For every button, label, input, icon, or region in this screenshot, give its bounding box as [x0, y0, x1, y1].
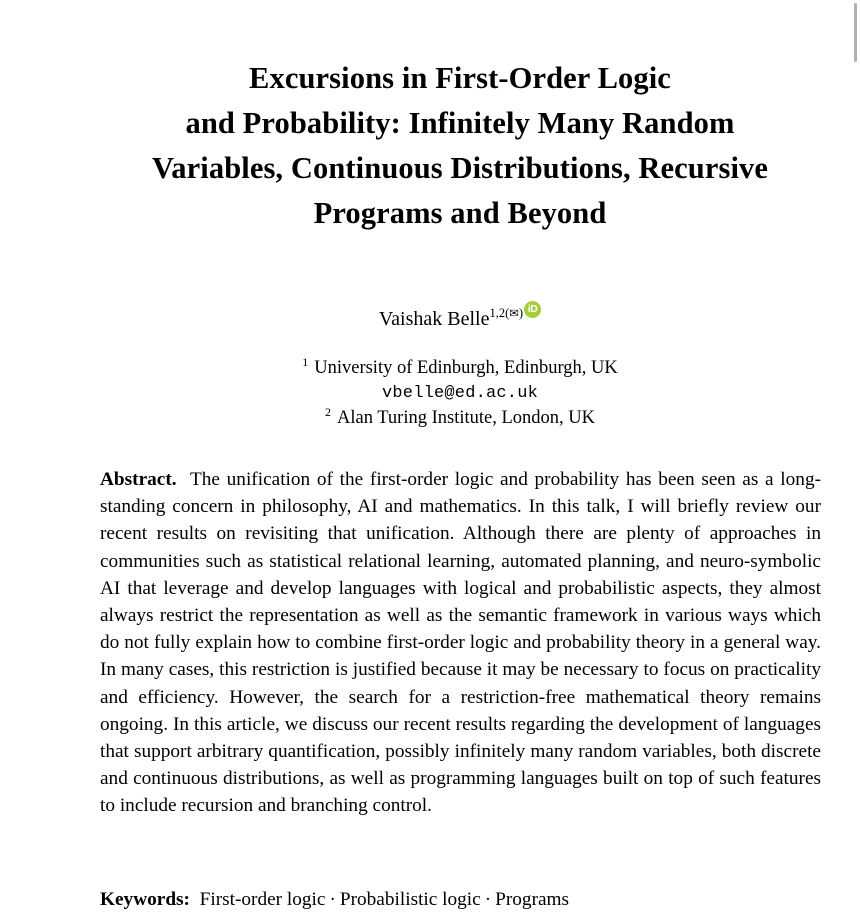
abstract-body: The unification of the first-order logic and probability has been seen as a long-standing concern in philosophy, AI and mathematics. In this talk, I will briefly review our recent results on revisiting that unification. Although there are plenty of approaches in communities such as statistical relational learning, automated planning, and neuro-symbolic AI that leverage and develop languages with logical and probabilistic aspects, they almost always restrict the representation as well as the semantic framework in various ways which do not fully explain how to combine first-order logic and probability theory in a general way. In many cases, this restriction is justified because it may be necessary to focus on practicality and efficiency. However, the search for a restriction-free mathematical theory remains ongoing. In this article, we discuss our recent results regarding the development of languages that support arbitrary quantification, possibly infinitely many random variables, both discrete and continuous distributions, as well as programming languages built on top of such features to include recursion and branching control.: [100, 469, 822, 817]
keyword-item-2: Probabilistic logic: [339, 889, 481, 910]
title-line-4: Programs and Beyond: [313, 196, 607, 230]
vertical-scrollbar[interactable]: [851, 0, 860, 914]
affiliation-2: [90, 406, 830, 431]
keywords-section: [100, 886, 821, 913]
affiliation-1-marker: 1: [302, 354, 309, 369]
author-email[interactable]: vbelle@ed.ac.uk: [381, 384, 539, 403]
affiliation-2-text: Alan Turing Institute, London, UK: [337, 408, 595, 428]
author-superscript-close: ): [518, 305, 524, 320]
page-title: [90, 56, 830, 236]
affiliations: [90, 356, 830, 431]
envelope-icon: ✉: [509, 307, 519, 320]
author-name: Vaishak Belle: [378, 308, 490, 331]
affiliation-1-text: University of Edinburgh, Edinburgh, UK: [314, 358, 618, 378]
author-superscript-open: 1,2(: [489, 305, 510, 320]
title-line-1: Excursions in First-Order Logic: [249, 61, 671, 95]
affiliation-2-marker: 2: [325, 404, 331, 419]
keyword-item-1: First-order logic: [199, 889, 326, 910]
title-line-2: and Probability: Infinitely Many Random: [185, 106, 735, 140]
keyword-separator-1: ·: [329, 889, 336, 910]
abstract-section: [100, 466, 821, 820]
author-line: [90, 301, 830, 331]
orcid-id-label: iD: [527, 303, 538, 316]
title-line-3: Variables, Continuous Distributions, Recursive: [151, 151, 769, 185]
abstract-label: Abstract.: [100, 469, 177, 490]
orcid-id-icon[interactable]: [524, 301, 541, 318]
scrollbar-thumb[interactable]: [854, 3, 857, 62]
keyword-item-3: Programs: [495, 889, 570, 910]
keyword-separator-2: ·: [484, 889, 492, 910]
author-affiliation-markers: [489, 306, 523, 320]
keywords-label: Keywords:: [100, 889, 190, 910]
affiliation-1: [90, 356, 830, 381]
